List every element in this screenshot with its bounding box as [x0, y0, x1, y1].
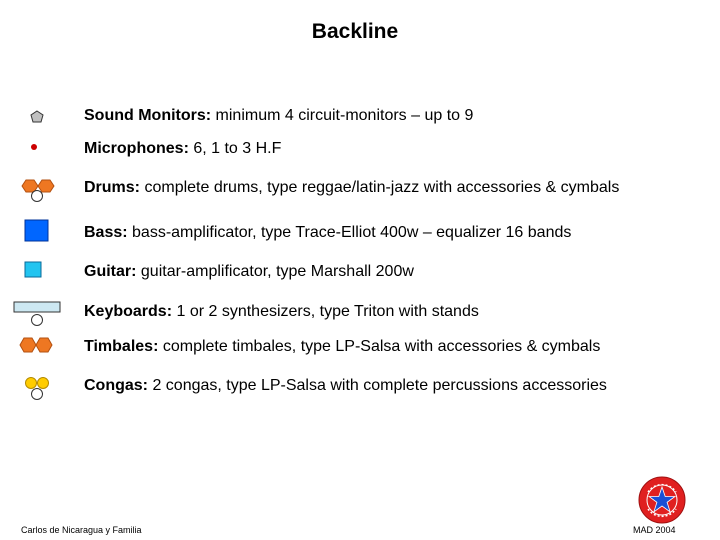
item-congas: [0, 372, 720, 402]
item-label: Keyboards:: [84, 303, 173, 320]
item-desc: 1 or 2 synthesizers, type Triton with stands: [172, 303, 479, 320]
bass-amp-icon: [12, 219, 64, 249]
item-drums: [0, 174, 720, 204]
page-title: Backline: [311, 20, 399, 43]
drums-icon: [12, 174, 64, 204]
pentagon-icon: [12, 102, 64, 132]
keyboard-icon: [12, 298, 64, 328]
footer-right-text: MAD 2004: [633, 525, 676, 535]
guitar-amp-icon: [12, 258, 64, 288]
microphone-dot-icon: [12, 135, 64, 165]
item-label: Microphones:: [84, 140, 189, 157]
item-label: Drums:: [84, 179, 141, 196]
item-desc: 6, 1 to 3 H.F: [188, 140, 282, 157]
item-desc: 2 congas, type LP-Salsa with complete percussions accessories: [148, 377, 607, 394]
peace-love-solidarity-logo: [638, 476, 686, 524]
item-desc: complete timbales, type LP-Salsa with accessories & cymbals: [158, 338, 601, 355]
congas-icon: [12, 372, 64, 402]
item-timbales: [0, 333, 720, 363]
item-bass: [0, 219, 720, 249]
timbales-icon: [12, 333, 64, 363]
item-sound-monitors: [0, 102, 720, 132]
item-desc: complete drums, type reggae/latin-jazz with accessories & cymbals: [140, 179, 620, 196]
item-microphones: [0, 135, 720, 165]
item-label: Sound Monitors:: [84, 107, 212, 124]
item-guitar: [0, 258, 720, 288]
item-desc: bass-amplificator, type Trace-Elliot 400w – equalizer 16 bands: [127, 224, 572, 241]
footer-left-text: Carlos de Nicaragua y Familia: [21, 525, 142, 535]
item-label: Bass:: [84, 224, 128, 241]
item-label: Congas:: [84, 377, 148, 394]
item-label: Guitar:: [84, 263, 137, 280]
item-keyboards: [0, 298, 720, 328]
item-label: Timbales:: [84, 338, 159, 355]
item-desc: guitar-amplificator, type Marshall 200w: [136, 263, 414, 280]
item-desc: minimum 4 circuit-monitors – up to 9: [211, 107, 474, 124]
